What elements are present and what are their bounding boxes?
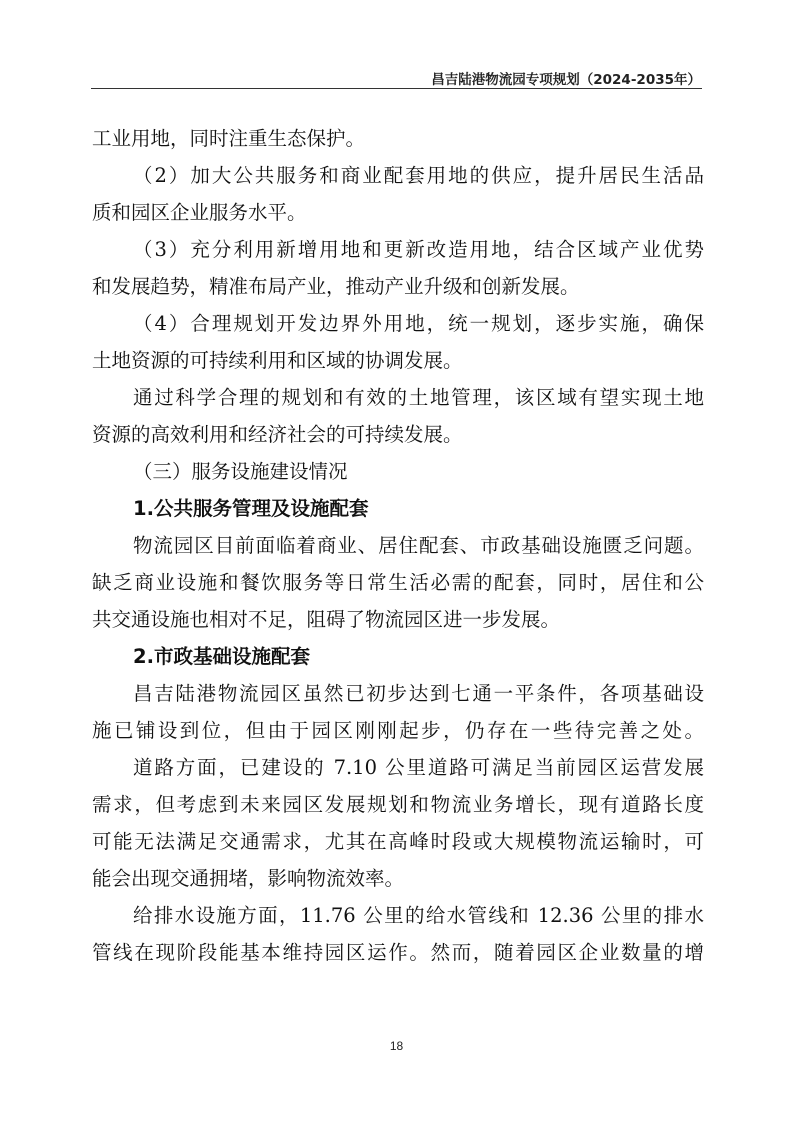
text-line: （4）合理规划开发边界外用地，统一规划，逐步实施，确保	[133, 312, 704, 335]
text-line: 资源的高效利用和经济社会的可持续发展。	[92, 423, 463, 446]
text-line: 物流园区目前面临着商业、居住配套、市政基础设施匮乏问题。	[133, 534, 704, 557]
text-line: 施已铺设到位，但由于园区刚刚起步，仍存在一些待完善之处。	[92, 719, 704, 742]
header-divider	[91, 88, 702, 89]
text-line: 可能无法满足交通需求，尤其在高峰时段或大规模物流运输时，可	[92, 830, 704, 853]
text-line: （2）加大公共服务和商业配套用地的供应，提升居民生活品	[133, 164, 704, 187]
text-line: 通过科学合理的规划和有效的土地管理，该区域有望实现土地	[133, 386, 704, 409]
text-line: 昌吉陆港物流园区虽然已初步达到七通一平条件，各项基础设	[133, 682, 704, 705]
text-line: 道路方面，已建设的 7.10 公里道路可满足当前园区运营发展	[133, 756, 704, 779]
running-header: 昌吉陆港物流园专项规划（2024-2035年）	[431, 72, 701, 88]
text-line: 给排水设施方面，11.76 公里的给水管线和 12.36 公里的排水	[133, 904, 704, 927]
text-line: 缺乏商业设施和餐饮服务等日常生活必需的配套，同时，居住和公	[92, 571, 704, 594]
section-heading: 1.公共服务管理及设施配套	[133, 497, 369, 520]
text-line: 需求，但考虑到未来园区发展规划和物流业务增长，现有道路长度	[92, 793, 704, 816]
page-number: 18	[389, 1039, 404, 1053]
text-line: 和发展趋势，精准布局产业，推动产业升级和创新发展。	[92, 275, 580, 298]
text-line: （三）服务设施建设情况	[133, 460, 348, 483]
text-line: 能会出现交通拥堵，影响物流效率。	[92, 867, 405, 890]
section-heading: 2.市政基础设施配套	[133, 645, 310, 668]
text-line: （3）充分利用新增用地和更新改造用地，结合区域产业优势	[133, 238, 704, 261]
text-line: 共交通设施也相对不足，阻碍了物流园区进一步发展。	[92, 608, 561, 631]
text-line: 工业用地，同时注重生态保护。	[92, 127, 366, 150]
text-line: 质和园区企业服务水平。	[92, 201, 307, 224]
document-body	[92, 120, 704, 971]
text-line: 土地资源的可持续利用和区域的协调发展。	[92, 349, 463, 372]
text-line: 管线在现阶段能基本维持园区运作。然而，随着园区企业数量的增	[92, 941, 704, 964]
